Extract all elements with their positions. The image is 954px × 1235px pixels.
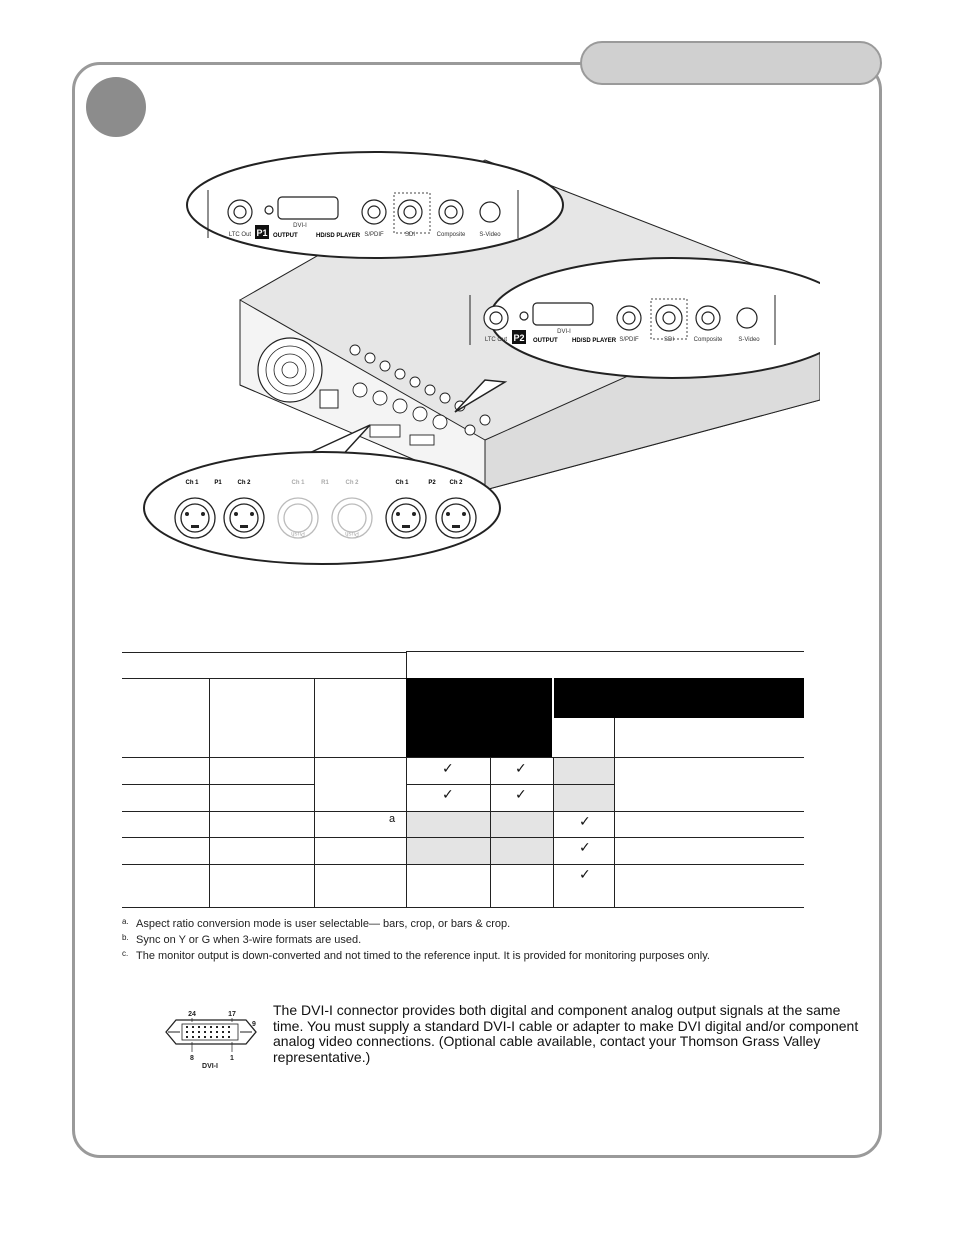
- audio-p1-ch2: Ch 2: [237, 480, 251, 486]
- connector-table: [122, 648, 804, 912]
- table-rule: [122, 784, 314, 785]
- callout-p1: [187, 152, 563, 258]
- footnote-marker: a: [389, 813, 396, 825]
- shaded-cell: [491, 838, 553, 864]
- p2-ltc-label: LTC Out: [484, 337, 508, 343]
- dvi-pin-8: 8: [190, 1055, 194, 1062]
- footnote-text: Aspect ratio conversion mode is user selectable— bars, crop, or bars & crop.: [136, 918, 511, 930]
- audio-p1-ch1: Ch 1: [185, 480, 199, 486]
- p1-output-label: OUTPUT: [273, 233, 298, 239]
- check-mark: ✓: [442, 761, 454, 777]
- footnote-text: Sync on Y or G when 3-wire formats are used.: [136, 934, 362, 946]
- check-mark: ✓: [579, 840, 591, 856]
- table-rule: [209, 678, 210, 758]
- shaded-cell: [554, 758, 614, 784]
- p2-spdif-label: S/PDIF: [619, 337, 639, 343]
- shaded-cell: [554, 785, 614, 811]
- p1-player-label: HD/SD PLAYER: [316, 233, 361, 239]
- p2-badge: P2: [513, 333, 525, 343]
- footnote-b: [122, 934, 361, 946]
- header-block-col1: [406, 678, 490, 757]
- dvi-caption: DVI-I: [202, 1063, 218, 1070]
- table-rule: [314, 757, 315, 907]
- table-rule: [122, 652, 406, 653]
- p2-dvi-label: DVI-I: [557, 329, 571, 335]
- dvi-pin-1: 1: [230, 1055, 234, 1062]
- table-rule: [122, 678, 406, 679]
- p1-badge: P1: [256, 228, 268, 238]
- p2-composite-label: Composite: [693, 337, 723, 343]
- footnote-c: [122, 950, 710, 962]
- p2-sdi-label: SDI: [663, 337, 675, 343]
- audio-p2-label: P2: [428, 480, 436, 486]
- p2-player-label: HD/SD PLAYER: [572, 338, 617, 344]
- check-mark: ✓: [579, 814, 591, 830]
- dvi-pin-9: 9: [252, 1021, 256, 1028]
- shaded-cell: [407, 838, 490, 864]
- check-mark: ✓: [515, 787, 527, 803]
- dvi-pin-17: 17: [228, 1011, 236, 1018]
- shaded-cell: [407, 812, 490, 837]
- header-block-col2: [490, 678, 552, 757]
- p2-svideo-label: S-Video: [738, 337, 760, 343]
- footnote-label: c.: [122, 949, 129, 958]
- audio-r1-ch1: Ch 1: [291, 480, 305, 486]
- p1-ltc-label: LTC Out: [228, 232, 252, 238]
- audio-p2-ch2: Ch 2: [449, 480, 463, 486]
- audio-p2-ch1: Ch 1: [395, 480, 409, 486]
- table-rule: [614, 757, 615, 907]
- footnote-label: a.: [122, 917, 129, 926]
- check-mark: ✓: [515, 761, 527, 777]
- table-rule: [614, 718, 615, 758]
- p2-output-label: OUTPUT: [533, 338, 558, 344]
- check-mark: ✓: [442, 787, 454, 803]
- p1-sdi-label: SDI: [404, 232, 416, 238]
- dvi-pin-24: 24: [188, 1011, 196, 1018]
- audio-push-label-2: Push: [345, 530, 359, 536]
- audio-r1-label: R1: [321, 480, 329, 486]
- table-rule: [122, 864, 804, 865]
- p1-dvi-label: DVI-I: [293, 223, 307, 229]
- header-block-group: [554, 678, 804, 718]
- rear-panel-illustration: [140, 150, 820, 580]
- footnote-text: The monitor output is down-converted and not timed to the reference input. It is provided for monitoring purposes only.: [136, 950, 710, 962]
- audio-r1-ch2: Ch 2: [345, 480, 359, 486]
- audio-p1-label: P1: [214, 480, 222, 486]
- footnote-a: [122, 918, 510, 930]
- p1-svideo-label: S-Video: [479, 232, 501, 238]
- table-rule: [314, 678, 315, 758]
- step-circle: [86, 77, 146, 137]
- dvi-description: The DVI-I connector provides both digital and component analog output signals at the same time. You must supply a standard DVI-I cable or adapter to make DVI digital and/or component analog video connections. (Optional cable available, contact your Thomson Grass Valley representative.): [273, 1002, 859, 1065]
- audio-push-label-1: Push: [291, 530, 305, 536]
- header-tab: [580, 41, 882, 85]
- table-rule: [209, 757, 210, 907]
- p1-composite-label: Composite: [436, 232, 466, 238]
- shaded-cell: [491, 812, 553, 837]
- table-rule: [122, 907, 804, 908]
- p1-spdif-label: S/PDIF: [364, 232, 384, 238]
- dvi-connector-diagram: [162, 1006, 272, 1076]
- footnote-label: b.: [122, 933, 129, 942]
- table-rule: [406, 651, 804, 652]
- check-mark: ✓: [579, 867, 591, 883]
- table-rule: [122, 757, 804, 758]
